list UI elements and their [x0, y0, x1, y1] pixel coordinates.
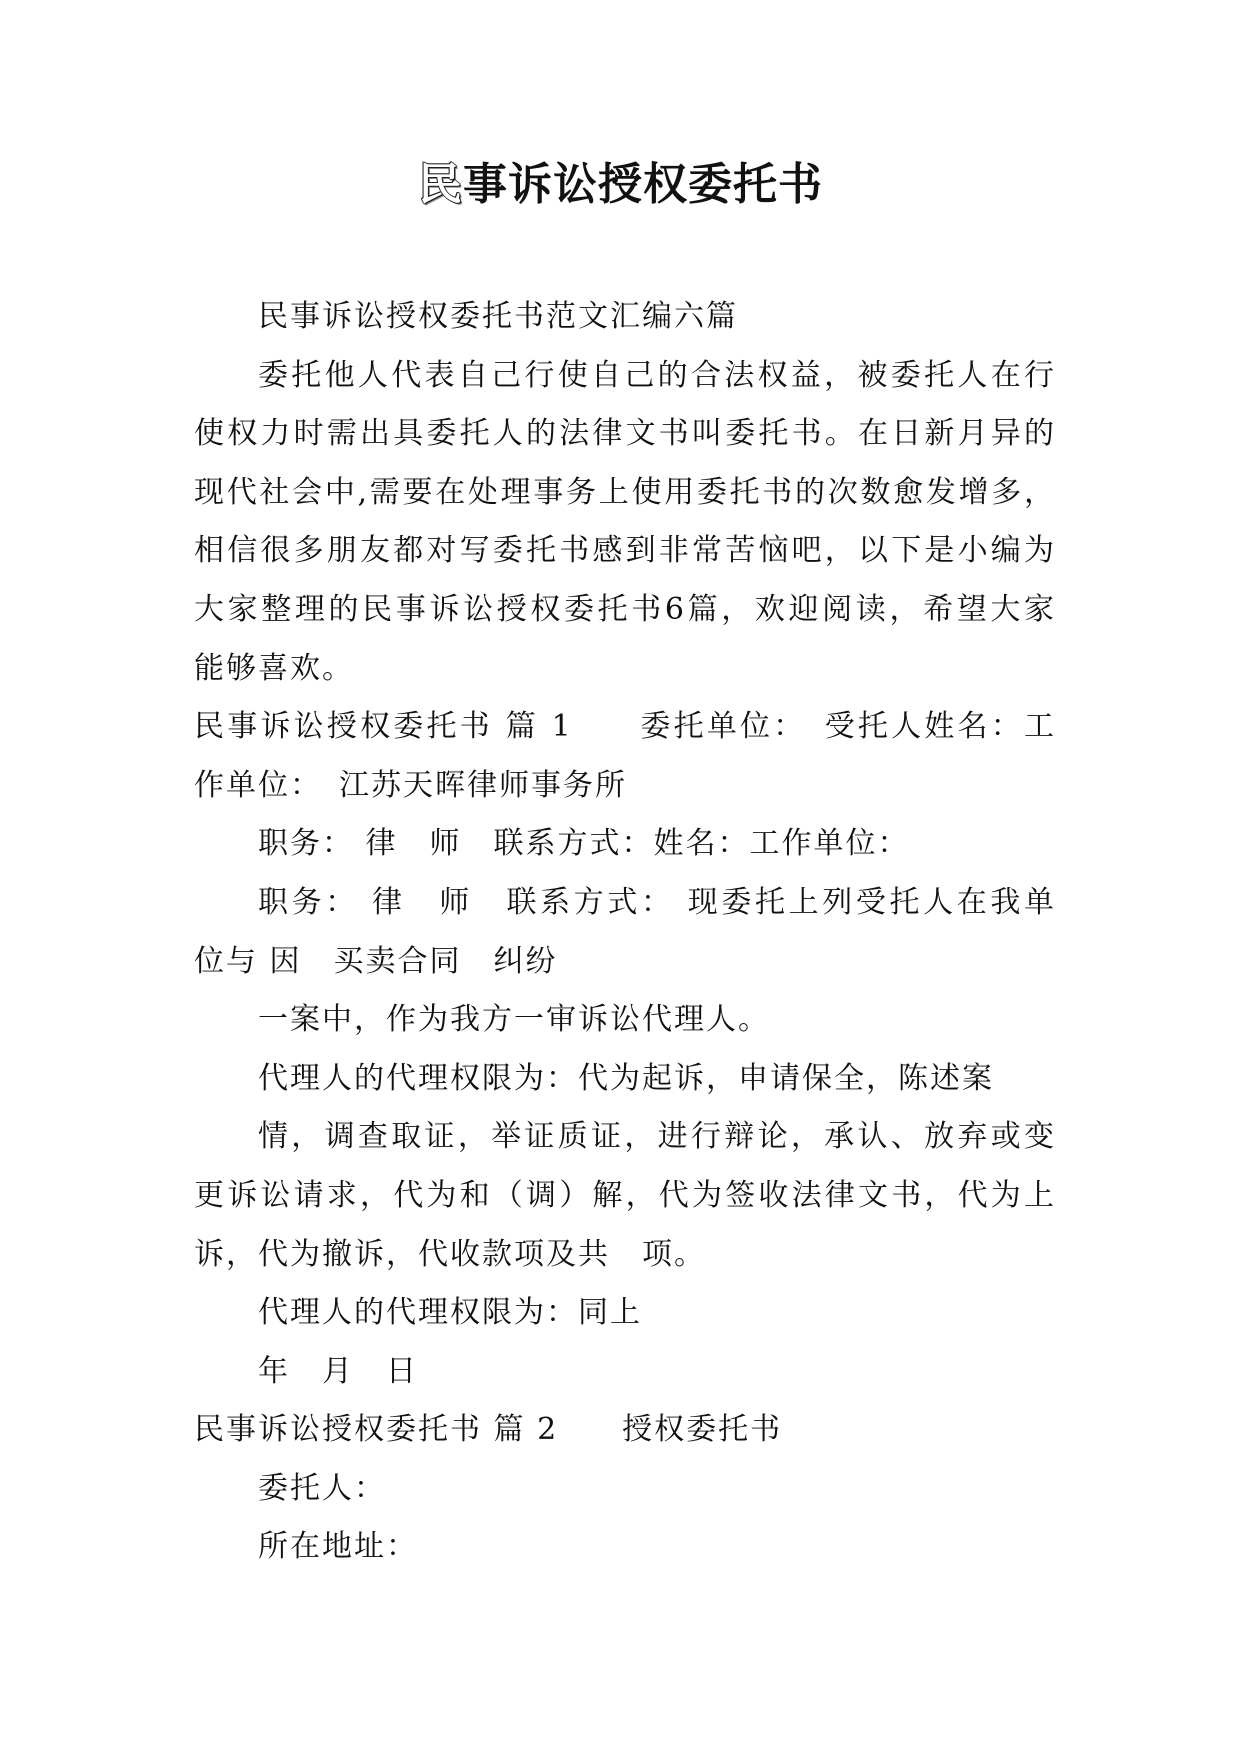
intro-line: 大家整理的民事诉讼授权委托书6篇，欢迎阅读，希望大家	[194, 591, 1056, 627]
article-1	[194, 698, 1056, 1401]
article-1-line: 一案中，作为我方一审诉讼代理人。	[258, 1002, 770, 1038]
collection-heading: 民事诉讼授权委托书范文汇编六篇	[258, 299, 738, 334]
article-1-line: 代理人的代理权限为：同上	[258, 1295, 642, 1331]
article-2-heading-line: 民事诉讼授权委托书 篇 2 授权委托书	[194, 1412, 783, 1448]
document-title: 民事诉讼授权委托书	[418, 159, 823, 210]
article-1-line: 职务： 律 师 联系方式：姓名：工作单位：	[258, 826, 910, 862]
intro-line: 委托他人代表自己行使自己的合法权益，被委托人在行	[258, 357, 1056, 393]
intro-paragraph	[194, 347, 1056, 699]
article-1-line: 代理人的代理权限为：代为起诉，申请保全，陈述案	[258, 1060, 994, 1096]
article-1-line: 诉，代为撤诉，代收款项及共 项。	[194, 1236, 706, 1272]
article-1-heading-line: 民事诉讼授权委托书 篇 1 委托单位： 受托人姓名：工	[194, 709, 1056, 745]
article-1-date-line: 年 月 日	[258, 1353, 418, 1389]
article-1-line: 位与 因 买卖合同 纠纷	[194, 943, 558, 979]
intro-line: 使权力时需出具委托人的法律文书叫委托书。在日新月异的	[194, 416, 1056, 452]
article-1-line: 情，调查取证，举证质证，进行辩论，承认、放弃或变	[258, 1119, 1056, 1155]
article-2-line: 所在地址：	[258, 1529, 418, 1565]
intro-line: 相信很多朋友都对写委托书感到非常苦恼吧，以下是小编为	[194, 533, 1056, 569]
document-body	[194, 288, 1056, 1577]
article-1-line: 作单位： 江苏天晖律师事务所	[194, 767, 627, 803]
article-1-line: 更诉讼请求，代为和（调）解，代为签收法律文书，代为上	[194, 1177, 1056, 1213]
article-1-line: 职务： 律 师 联系方式： 现委托上列受托人在我单	[258, 884, 1056, 920]
intro-line: 现代社会中,需要在处理事务上使用委托书的次数愈发增多，	[194, 474, 1056, 510]
article-2	[194, 1401, 1056, 1577]
article-2-line: 委托人：	[258, 1470, 386, 1506]
intro-line: 能够喜欢。	[194, 650, 354, 686]
